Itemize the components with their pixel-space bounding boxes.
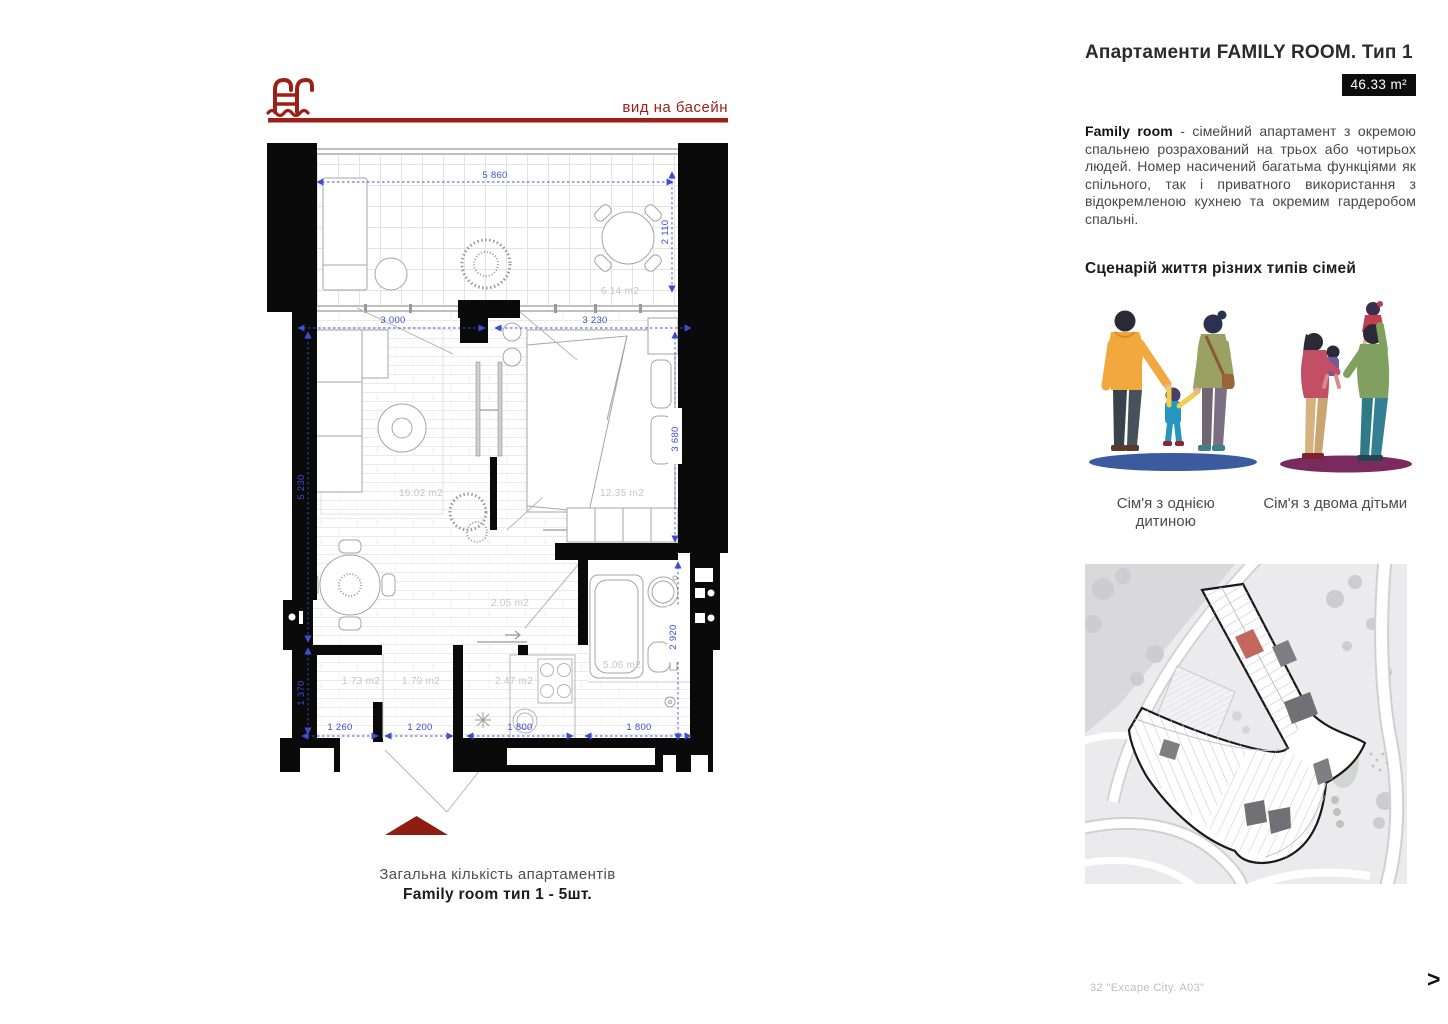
coffee-table [378,404,426,452]
svg-text:16.02 m2: 16.02 m2 [398,488,444,499]
scenarios-heading: Сценарій життя різних типів сімей [1085,259,1357,277]
svg-text:1 800: 1 800 [507,722,533,733]
pool-view-label: вид на басейн [622,99,728,116]
page-title: Апартаменти FAMILY ROOM. Тип 1 [1085,42,1413,63]
svg-text:2.47 m2: 2.47 m2 [494,676,534,687]
entrance-arrow [385,816,448,835]
svg-text:3 230: 3 230 [582,315,608,326]
family-two-children-illustration [1276,294,1416,489]
next-page-arrow[interactable]: > [1427,966,1441,992]
mother-with-toddler-figure [1301,333,1340,459]
stove [538,659,572,703]
pool-ladder-icon [268,80,312,116]
pool-red-line [268,118,728,123]
svg-text:5.06 m2: 5.06 m2 [602,660,642,671]
father-with-girl-figure [1347,301,1389,461]
caption-two-children: Сім'я з двома дітьми [1263,494,1408,512]
mother-figure [1194,310,1235,451]
side-table [375,258,407,290]
svg-text:3 680: 3 680 [670,426,681,452]
family-illustrations [1085,294,1416,489]
svg-text:12.35 m2: 12.35 m2 [599,488,645,499]
pool-view-header [268,80,728,123]
count-label: Загальна кількість апартаментів [379,866,616,883]
apartment-count [255,866,740,904]
child-figure [1163,387,1196,446]
balcony-table-set [593,203,664,274]
svg-text:2 110: 2 110 [660,219,671,245]
description-lead: Family room [1085,123,1173,139]
description [1085,123,1416,229]
lounge-chair [323,178,367,290]
father-figure [1106,310,1172,451]
site-plan [1085,564,1407,884]
floor-plan [255,60,740,850]
svg-text:3 000: 3 000 [380,315,406,326]
svg-text:1 260: 1 260 [327,722,353,733]
svg-text:1 800: 1 800 [626,722,652,733]
area-badge: 46.33 m² [1342,74,1416,96]
wardrobe-circle [503,348,521,366]
wardrobe-circle [503,323,521,341]
description-body: - сімейний апартамент з окремою спальнею розрахований на трьох або чотирьох людей. Номер насичений багатьма функціями як спільного, так і приватного використання з відокремленою кухнею та окремим гардеробом спальні. [1085,123,1416,227]
family-captions [1085,495,1416,531]
page-footer-label: 32 "Excape City. A03" [1090,982,1205,994]
bed [527,330,675,512]
svg-text:1 200: 1 200 [407,722,433,733]
family-one-child-illustration [1085,294,1260,489]
info-column [1085,42,1416,884]
svg-text:1.73 m2: 1.73 m2 [341,676,381,687]
svg-text:2.05 m2: 2.05 m2 [490,598,530,609]
svg-text:5 860: 5 860 [482,170,508,181]
fridge-symbol [475,712,491,728]
count-value: Family room тип 1 - 5шт. [403,886,592,903]
bedroom-wardrobe [648,318,678,354]
svg-text:1.79 m2: 1.79 m2 [401,676,441,687]
svg-text:1 370: 1 370 [296,680,307,706]
svg-text:2 920: 2 920 [668,624,679,650]
caption-one-child: Сім'я з однією дитиною [1116,494,1215,530]
svg-text:5 230: 5 230 [296,474,307,500]
svg-text:6.14 m2: 6.14 m2 [600,286,640,297]
